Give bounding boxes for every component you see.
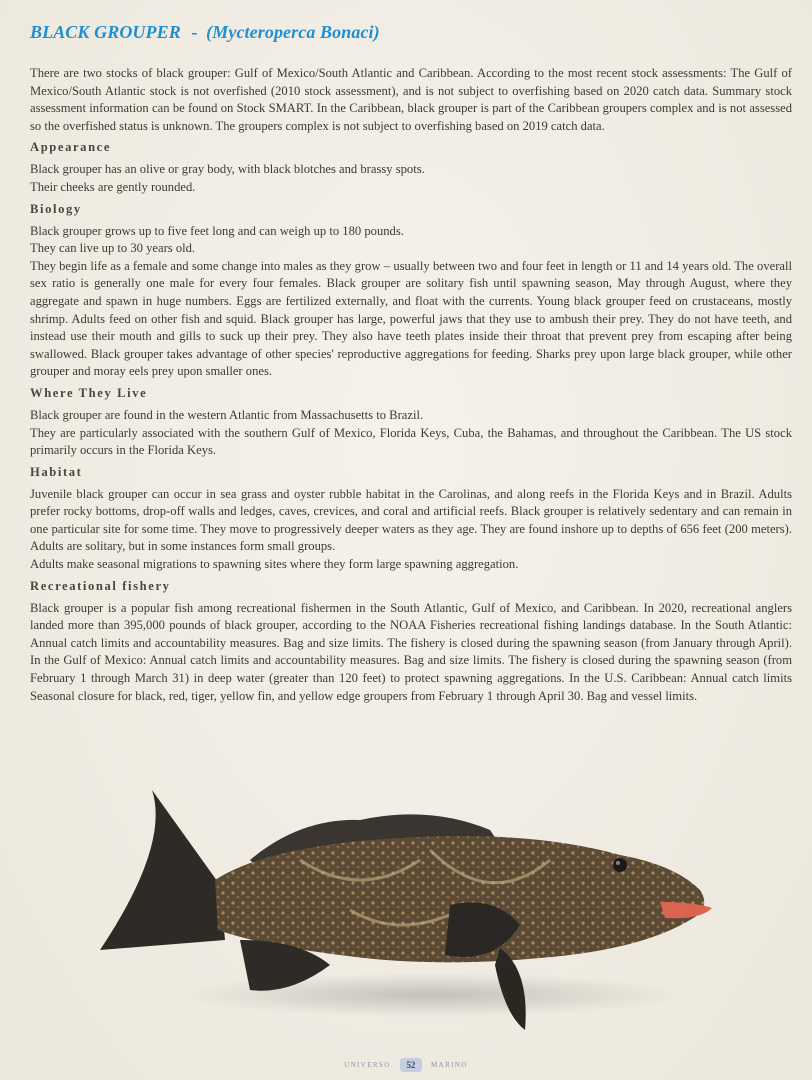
section-heading-where-they-live: Where They Live	[30, 385, 148, 400]
biology-paragraph: They begin life as a female and some change into males as they grow – usually between two and four feet in length or 11 and 14 years old. The overall sex ratio is generally one male for every four females. Black grouper are solitary fish until spawning season, May through August, where they aggregate and spawn in huge numbers. Eggs are fertilized externally, and float with the currents. Young black grouper feed on crustaceans, mostly shrimp. Adults feed on other fish and squid. Black grouper has large, powerful jaws that they use to ambush their prey. They do not have teeth, and instead use their mouth and gills to suck up their prey. They also have teeth plates inside their throat that prevent prey from escaping after being swallowed. Black grouper takes advantage of other species' reproductive aggregations for feeding. Sharks prey upon large black grouper, while other grouper and moray eels prey upon smaller ones.	[30, 258, 792, 379]
habitat-paragraph: Juvenile black grouper can occur in sea grass and oyster rubble habitat in the Carolinas, and along reefs in the Florida Keys and in Brazil. Adults prefer rocky bottoms, drop-off walls and ledges, caves, crevices, and coral and artificial reefs. Black grouper is relatively sedentary and can remain in one particular site for some time. They move to progressively deeper waters as they age. They are found inshore up to depths of 656 feet (200 meters). Adults are solitary, but in some instances form small groups.	[30, 486, 792, 554]
where-line-1: Black grouper are found in the western Atlantic from Massachusetts to Brazil.	[30, 407, 424, 422]
where-line-2: They are particularly associated with the southern Gulf of Mexico, Florida Keys, Cuba, the Bahamas, and throughout the Caribbean. The US stock primarily occurs in the Florida Keys.	[30, 425, 792, 458]
page-title	[30, 22, 792, 43]
section-heading-recreational-fishery: Recreational fishery	[30, 578, 171, 593]
biology-line-2: They can live up to 30 years old.	[30, 241, 196, 256]
recreational-paragraph: Black grouper is a popular fish among recreational fishermen in the South Atlantic, Gulf of Mexico, and Caribbean. In 2020, recreational anglers landed more than 395,000 pounds of black grouper, according to the NOAA Fisheries recreational fishing landings database. In the South Atlantic: Annual catch limits and accountability measures. Bag and size limits. The fishery is closed during the spawning season (from January through April). In the Gulf of Mexico: Annual catch limits and accountability measures. Bag and size limits. The fishery is closed during the spawning season (from February 1 through March 31) in deep water (greater than 120 feet) to protect spawning aggregations. In the U.S. Caribbean: Annual catch limits Seasonal closure for black, red, tiger, yellow fin, and yellow edge groupers from February 1 through April 30. Bag and vessel limits.	[30, 600, 792, 703]
title-scientific-name: (Mycteroperca Bonaci)	[206, 22, 380, 42]
appearance-line-1: Black grouper has an olive or gray body, with black blotches and brassy spots.	[30, 162, 425, 177]
title-common-name: BLACK GROUPER	[30, 22, 181, 42]
title-separator: -	[191, 22, 198, 42]
habitat-line-2: Adults make seasonal migrations to spawning sites where they form large spawning aggregation.	[30, 557, 519, 572]
biology-line-1: Black grouper grows up to five feet long and can weigh up to 180 pounds.	[30, 223, 404, 238]
appearance-line-2: Their cheeks are gently rounded.	[30, 179, 196, 194]
page-footer	[0, 1058, 812, 1072]
document-page	[30, 20, 792, 705]
page-number: 52	[400, 1058, 422, 1072]
section-heading-biology: Biology	[30, 201, 82, 216]
footer-brand-right: MARINO	[431, 1061, 468, 1069]
section-heading-habitat: Habitat	[30, 464, 83, 479]
fish-image	[100, 790, 720, 1040]
black-grouper-illustration	[100, 790, 720, 1040]
footer-brand-left: UNIVERSO	[344, 1061, 391, 1069]
section-heading-appearance: Appearance	[30, 140, 112, 155]
intro-paragraph: There are two stocks of black grouper: Gulf of Mexico/South Atlantic and Caribbean. According to the most recent stock assessments: The Gulf of Mexico/South Atlantic stock is not overfished (2010 stock assessment), and is not subject to overfishing based on 2020 catch data. Summary stock assessment information can be found on Stock SMART. In the Caribbean, black grouper is part of the Caribbean groupers complex and is not assessed so the overfished status is unknown. The groupers complex is not subject to overfishing based on 2019 catch data.	[30, 66, 792, 133]
